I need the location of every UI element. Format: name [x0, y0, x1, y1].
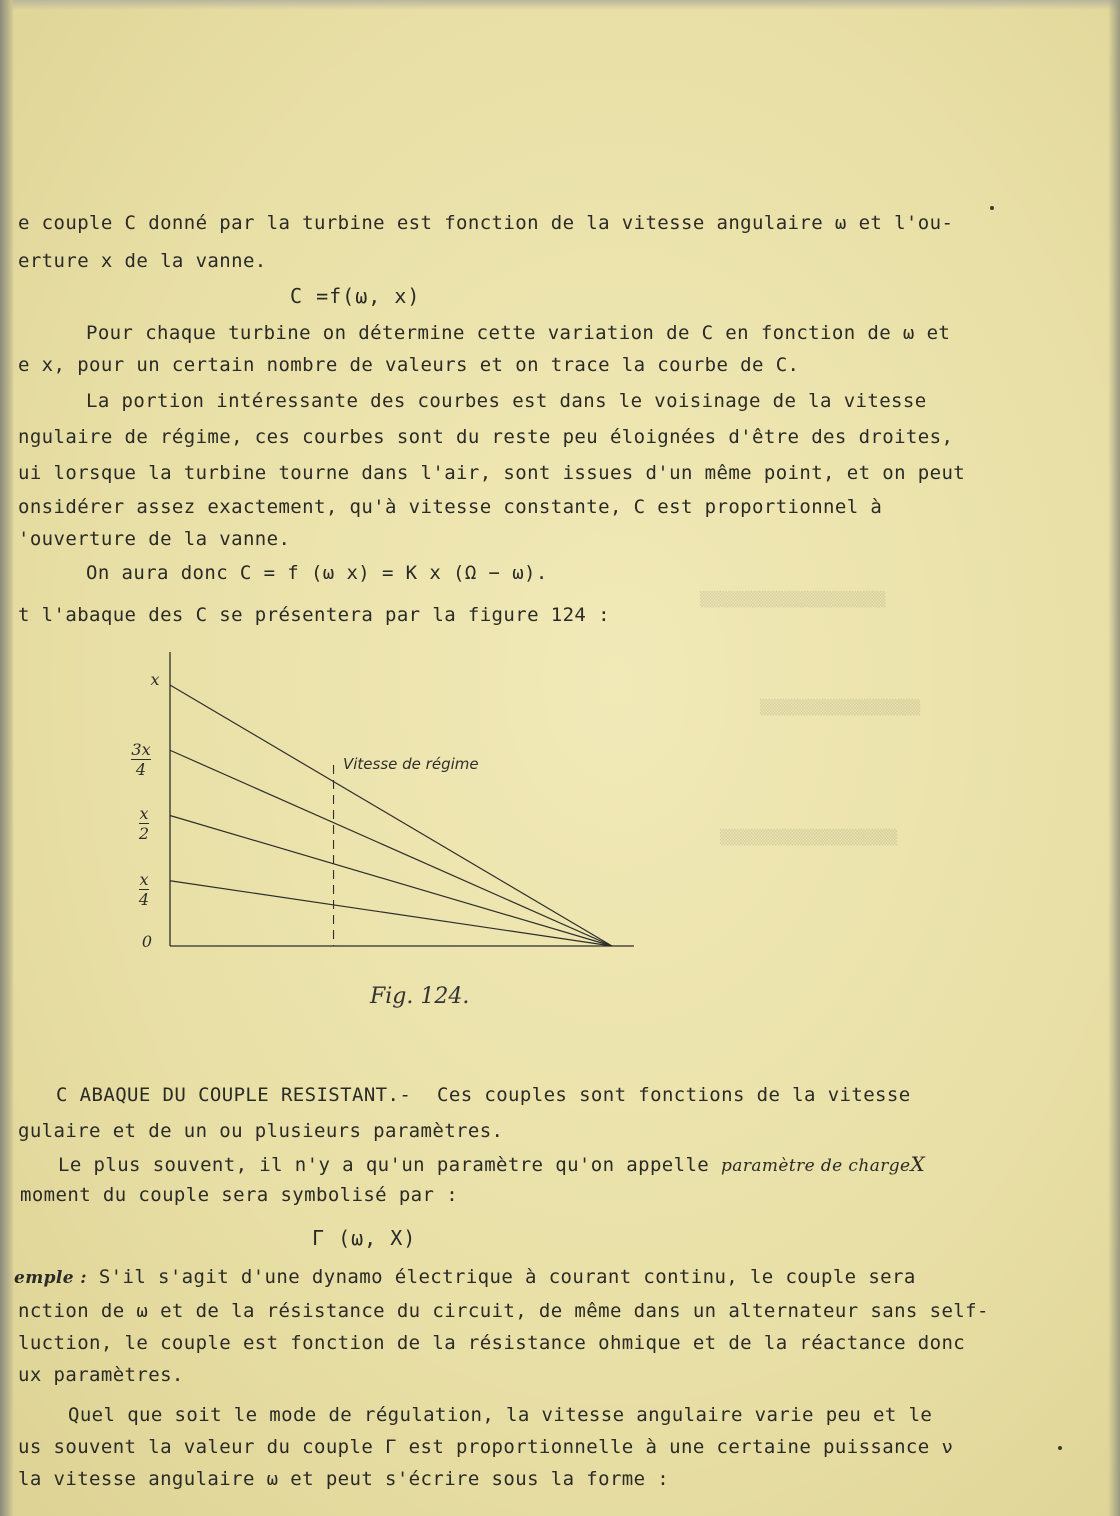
section-c-title: C ABAQUE DU COUPLE RESISTANT.- — [56, 1084, 412, 1106]
section-c-line-4: moment du couple sera symbolisé par : — [20, 1184, 459, 1206]
example-line-3: luction, le couple est fonction de la résistance ohmique et de la réactance donc — [18, 1332, 966, 1354]
page-edge-right — [1108, 0, 1120, 1516]
paragraph-3-line-5: 'ouverture de la vanne. — [18, 528, 291, 550]
y-label-quarter-numerator: x — [139, 870, 149, 889]
section-c-line-1-text: Ces couples sont fonctions de la vitesse — [437, 1084, 911, 1106]
paragraph-5: t l'abaque des C se présentera par la figure 124 : — [18, 604, 610, 626]
formula-gamma: Γ (ω, X) — [312, 1226, 417, 1250]
charge-parameter-symbol: X — [910, 1152, 926, 1176]
y-label-three-quarter-numerator: 3x — [131, 740, 151, 759]
torque-line-3 — [170, 816, 612, 947]
example-line-1-text: S'il s'agit d'une dynamo électrique à courant continu, le couple sera — [98, 1266, 916, 1288]
example-line-1 — [14, 1266, 916, 1288]
final-paragraph-line-1: Quel que soit le mode de régulation, la vitesse angulaire varie peu et le — [68, 1404, 933, 1426]
y-label-half-numerator: x — [139, 804, 149, 823]
page-edge-left — [0, 0, 14, 1516]
example-label: emple : — [14, 1268, 87, 1288]
y-label-quarter-denominator: 4 — [138, 890, 150, 909]
y-label-zero: 0 — [141, 932, 153, 951]
page-edge-top — [0, 0, 1120, 10]
example-line-4: ux paramètres. — [18, 1364, 184, 1386]
bleed-through-smudge: ▒▒▒▒▒▒▒▒▒▒▒▒▒▒▒▒▒▒▒ — [760, 700, 921, 716]
bleed-through-smudge: ▒▒▒▒▒▒▒▒▒▒▒▒▒▒▒▒▒▒▒▒▒ — [720, 830, 898, 846]
y-label-half-x — [129, 806, 159, 843]
paragraph-3-line-4: onsidérer assez exactement, qu'à vitesse constante, C est proportionnel à — [18, 496, 883, 518]
paragraph-2-line-2: e x, pour un certain nombre de valeurs et on trace la courbe de C. — [18, 354, 800, 376]
torque-line-2 — [170, 750, 612, 946]
figure-124-chart — [120, 640, 660, 970]
section-c-line-3-text: Le plus souvent, il n'y a qu'un paramètre qu'on appelle — [58, 1154, 710, 1176]
y-label-three-quarter-denominator: 4 — [135, 760, 147, 779]
torque-line-4 — [170, 881, 612, 946]
y-label-half-denominator: 2 — [138, 824, 150, 843]
paragraph-3-line-2: ngulaire de régime, ces courbes sont du reste peu éloignées d'être des droites, — [18, 426, 954, 448]
paragraph-3-line-3: ui lorsque la turbine tourne dans l'air, sont issues d'un même point, et on peut — [18, 462, 966, 484]
formula-c: C =f(ω, x) — [290, 284, 421, 308]
final-paragraph-line-2: us souvent la valeur du couple Γ est proportionnelle à une certaine puissance ν — [18, 1436, 954, 1458]
figure-caption: Fig. 124. — [370, 984, 470, 1009]
charge-parameter-term: paramètre de charge — [721, 1156, 911, 1176]
final-paragraph-line-3: la vitesse angulaire ω et peut s'écrire sous la forme : — [18, 1468, 670, 1490]
torque-line-1 — [170, 685, 612, 946]
paragraph-4: On aura donc C = f (ω x) = K x (Ω − ω). — [86, 562, 548, 584]
regime-speed-annotation: Vitesse de régime — [343, 755, 479, 773]
bleed-through-smudge: ▒▒▒▒▒▒▒▒▒▒▒▒▒▒▒▒▒▒▒▒▒▒ — [700, 592, 886, 608]
section-c-line-3 — [58, 1152, 925, 1176]
paragraph-1-line-1: e couple C donné par la turbine est fonction de la vitesse angulaire ω et l'ou- — [18, 212, 954, 234]
ink-speck — [1058, 1446, 1062, 1450]
ink-speck — [990, 206, 994, 210]
y-label-x: x — [150, 670, 160, 689]
section-c-line-2: gulaire et de un ou plusieurs paramètres. — [18, 1120, 504, 1142]
paragraph-1-line-2: erture x de la vanne. — [18, 250, 267, 272]
paragraph-3-line-1: La portion intéressante des courbes est dans le voisinage de la vitesse — [86, 390, 927, 412]
paragraph-2-line-1: Pour chaque turbine on détermine cette variation de C en fonction de ω et — [86, 322, 951, 344]
section-c-line-1 — [56, 1084, 911, 1106]
example-line-2: nction de ω et de la résistance du circuit, de même dans un alternateur sans self- — [18, 1300, 989, 1322]
y-label-quarter-x — [129, 872, 159, 909]
y-label-three-quarter-x — [126, 742, 156, 779]
